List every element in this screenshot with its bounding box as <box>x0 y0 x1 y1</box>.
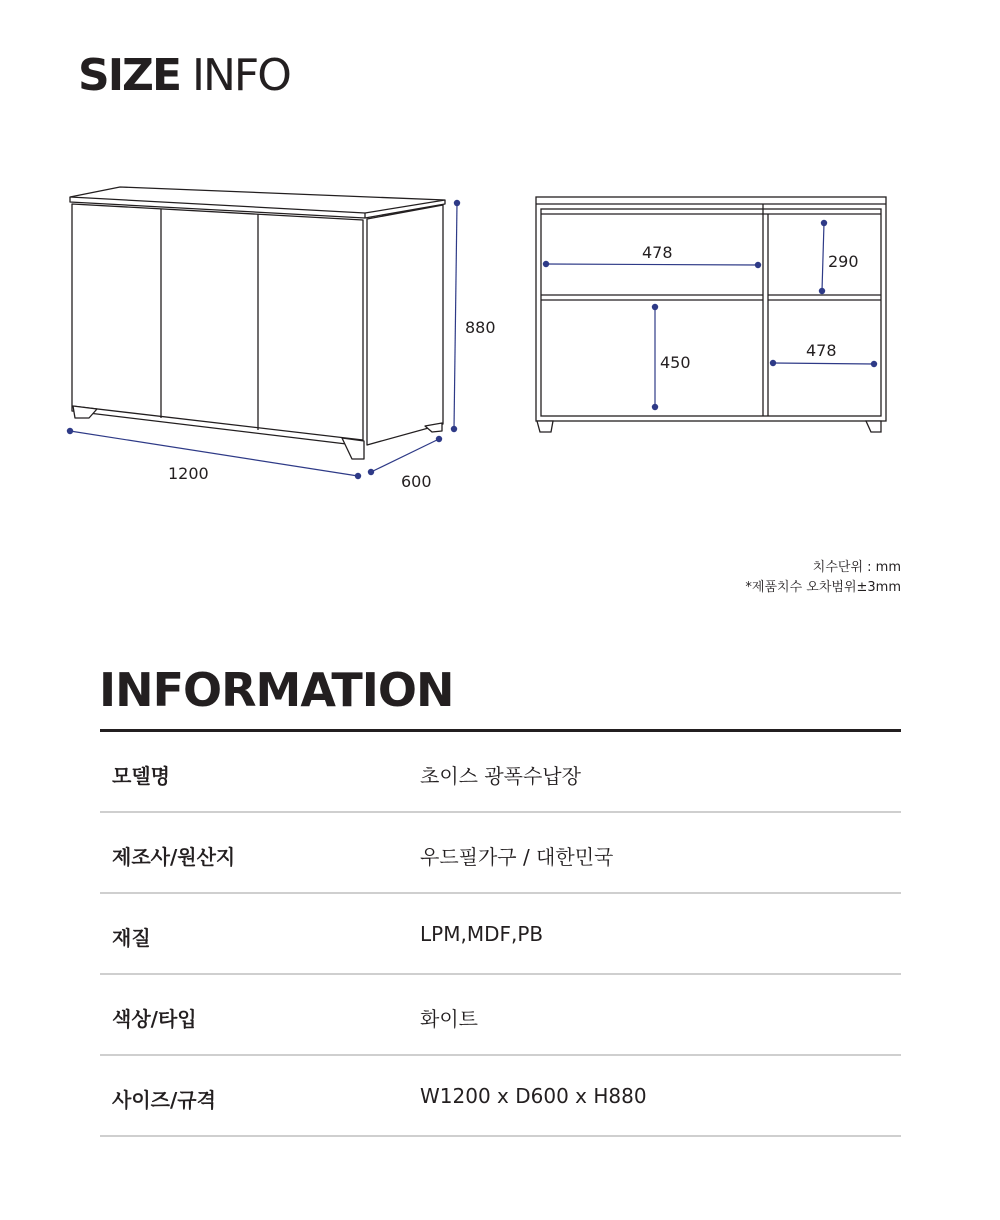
unit-note: 치수단위 : mm <box>812 560 901 575</box>
cabinet-perspective-drawing <box>70 187 445 459</box>
row-label: 모델명 <box>112 764 170 788</box>
row-label: 색상/타입 <box>112 1007 197 1031</box>
dim-shelf-width-right-bottom-label: 478 <box>806 341 837 360</box>
information-table <box>100 732 901 1137</box>
table-row <box>100 975 901 1056</box>
dim-shelf-height-left-bottom-label: 450 <box>660 353 691 372</box>
dim-shelf-width-top-label: 478 <box>642 243 673 262</box>
tolerance-note: *제품치수 오차범위±3mm <box>745 580 901 595</box>
dim-width-label: 1200 <box>168 464 209 483</box>
row-value: 화이트 <box>420 1007 478 1031</box>
table-row <box>100 894 901 975</box>
table-row <box>100 732 901 813</box>
dim-shelf-height-right-top-label: 290 <box>828 252 859 271</box>
row-value: LPM,MDF,PB <box>420 922 544 946</box>
dim-depth-label: 600 <box>401 472 432 491</box>
cabinet-dimension-diagram <box>0 0 1000 520</box>
row-value: 우드필가구 / 대한민국 <box>420 845 614 869</box>
table-row <box>100 1056 901 1137</box>
size-info-title-bold: SIZE <box>78 50 181 101</box>
row-label: 제조사/원산지 <box>112 845 236 869</box>
dimension-notes <box>745 558 901 598</box>
cabinet-interior-drawing <box>536 197 886 432</box>
dim-height-label: 880 <box>465 318 496 337</box>
row-value: 초이스 광폭수납장 <box>420 764 581 788</box>
table-row <box>100 813 901 894</box>
row-label: 재질 <box>112 926 151 950</box>
information-title: INFORMATION <box>99 663 454 717</box>
row-value: W1200 x D600 x H880 <box>420 1084 647 1108</box>
row-label: 사이즈/규격 <box>112 1088 216 1112</box>
size-info-title-light: INFO <box>192 50 290 101</box>
